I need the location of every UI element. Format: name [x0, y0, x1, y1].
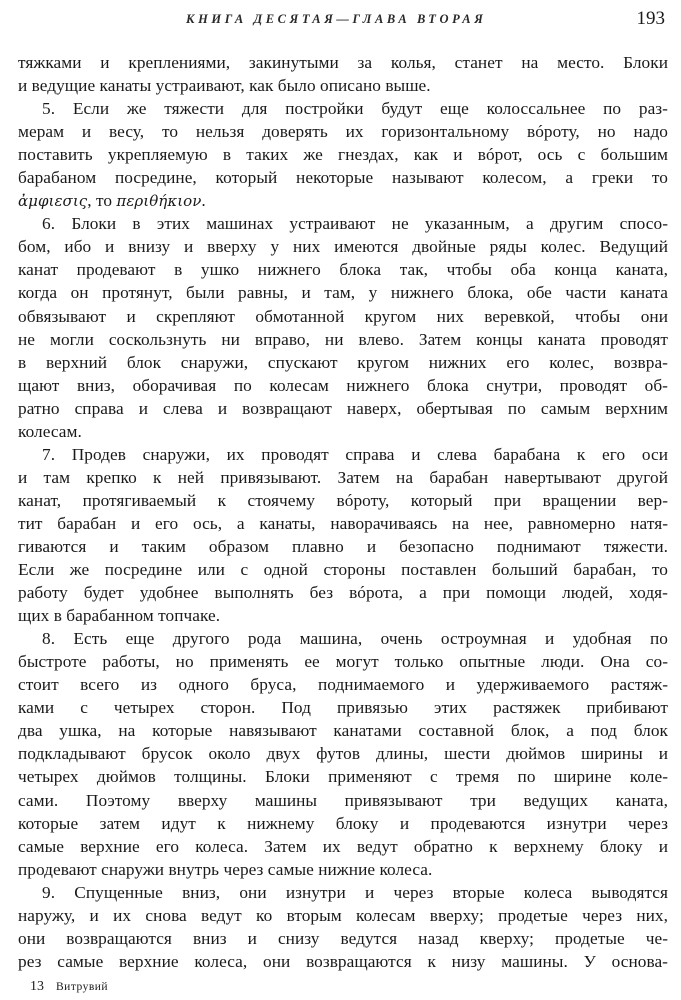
- text-line: четырех дюймов толщины. Блоки применяют с тремя по ширине коле-: [18, 767, 668, 787]
- greek-term: περιθήκιον: [116, 192, 202, 211]
- greek-connector: , то: [87, 191, 113, 211]
- text-line: ками с четырех сторон. Под привязью этих растяжек прибивают: [18, 698, 668, 718]
- text-line: канат, протягиваемый к стоячему вóроту, который при вращении вер-: [18, 490, 668, 510]
- greek-end: .: [201, 191, 206, 211]
- body-text: [18, 51, 668, 973]
- text-line: и там крепко к ней привязывают. Затем на барабан навертывают другой: [18, 467, 668, 487]
- greek-term: ἀμφιεσις: [18, 192, 88, 211]
- page-number: 193: [636, 8, 665, 29]
- text-line: сами. Поэтому вверху машины привязывают три ведущих каната,: [18, 790, 668, 810]
- text-line: подкладывают брусок около двух футов длины, шести дюймов ширины и: [18, 744, 668, 764]
- page-footer: [30, 977, 108, 995]
- text-line: 9. Спущенные вниз, они изнутри и через вторые колеса выводятся: [42, 882, 668, 902]
- text-line: когда он протянут, были равны, и там, у нижнего блока, обе части каната: [18, 283, 668, 303]
- text-line: наружу, и их снова ведут ко вторым колесам вверху; продетые через них,: [18, 905, 668, 925]
- text-line: мерам и весу, то нельзя доверять их горизонтальному вóроту, но надо: [18, 122, 668, 142]
- text-line: они возвращаются вниз и снизу ведутся назад кверху; продетые че-: [18, 928, 668, 948]
- signature-label: Витрувий: [56, 981, 109, 993]
- text-line: щих в барабанном топчаке.: [18, 606, 221, 626]
- text-line: рез самые верхние колеса, они возвращаются к низу машины. У основа-: [18, 951, 668, 971]
- text-line: и ведущие канаты устраивают, как было описано выше.: [18, 76, 431, 96]
- text-line: [18, 189, 668, 212]
- text-line: работу будет удобнее выполнять без вóрота, а при помощи людей, ходя-: [18, 583, 668, 603]
- running-head: КНИГА ДЕСЯТАЯ—ГЛАВА ВТОРАЯ: [186, 12, 487, 26]
- text-line: которые затем идут к нижнему блоку и продеваются изнутри через: [18, 813, 668, 833]
- text-line: Если же посредине или с одной стороны поставлен больший барабан, то: [18, 560, 668, 580]
- text-line: 7. Продев снаружи, их проводят справа и слева барабана к его оси: [42, 444, 668, 464]
- text-line: гиваются и таким образом плавно и безопасно поднимают тяжести.: [18, 536, 668, 556]
- text-line: тит барабан и его ось, а канаты, наворачиваясь на нее, равномерно натя-: [18, 513, 668, 533]
- text-line: канат продевают в ушко нижнего блока так, чтобы оба конца каната,: [18, 260, 668, 280]
- text-line: продевают снаружи внутрь через самые нижние колеса.: [18, 859, 433, 879]
- text-line: бом, ибо и внизу и вверху у них имеются двойные ряды колес. Ведущий: [18, 237, 668, 257]
- text-line: 6. Блоки в этих машинах устраивают не указанным, а другим спосо-: [42, 214, 668, 234]
- text-line: обвязывают и скрепляют обмотанной кругом них веревкой, чтобы они: [18, 306, 668, 326]
- text-line: ратно справа и слева и возвращают наверх, обертывая по самым верхним: [18, 398, 668, 418]
- page-header: [0, 6, 681, 30]
- text-line: колесам.: [18, 421, 82, 441]
- text-line: 5. Если же тяжести для постройки будут еще колоссальнее по раз-: [42, 99, 668, 119]
- text-line: не могли соскользнуть ни вправо, ни влево. Затем концы каната проводят: [18, 329, 668, 349]
- text-line: стоит всего из одного бруса, поднимаемого и удерживаемого растяж-: [18, 675, 668, 695]
- text-line: поставить укрепляемую в таких же гнездах, как и вóрот, ось с большим: [18, 145, 668, 165]
- text-line: быстроте работы, но применять ее могут только опытные люди. Она со-: [18, 652, 668, 672]
- text-line: тяжками и креплениями, закинутыми за колья, станет на место. Блоки: [18, 53, 668, 72]
- text-line: щают вниз, оборачивая по колесам нижнего блока снутри, проводят об-: [18, 375, 668, 395]
- signature-number: 13: [30, 979, 44, 994]
- text-line: 8. Есть еще другого рода машина, очень остроумная и удобная по: [42, 629, 668, 649]
- text-line: два ушка, на которые навязывают канатами составной блок, а под блок: [18, 721, 668, 741]
- text-line: в верхний блок снаружи, спускают кругом нижних его колес, возвра-: [18, 352, 668, 372]
- text-line: самые верхние его колеса. Затем их ведут обратно к верхнему блоку и: [18, 836, 668, 856]
- text-line: барабаном посредине, который некоторые называют колесом, а греки то: [18, 168, 668, 188]
